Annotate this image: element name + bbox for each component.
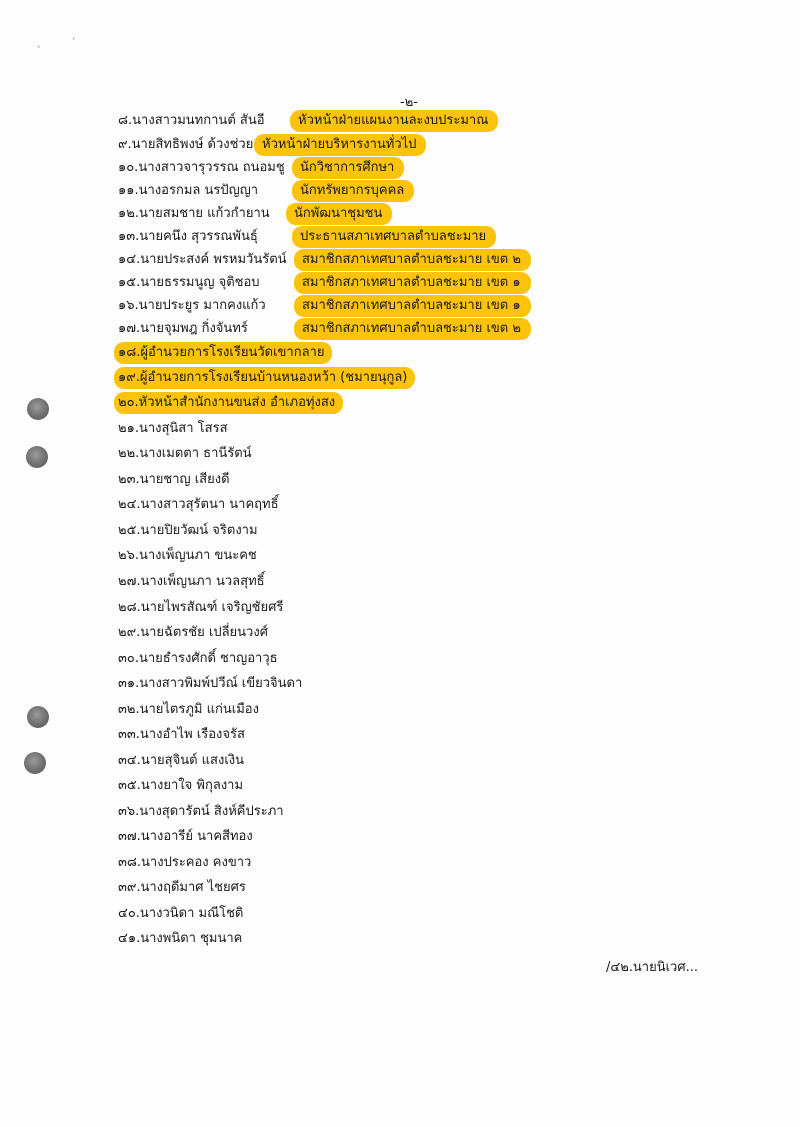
- entry-position-highlight: ประธานสภาเทศบาลตำบลชะมาย: [292, 226, 496, 248]
- entry-name-highlight: ๑๘.ผู้อำนวยการโรงเรียนวัดเขากลาย: [114, 342, 332, 364]
- entry-position-highlight: นักทรัพยากรบุคคล: [292, 180, 414, 202]
- entry-name-highlight: ๑๙.ผู้อำนวยการโรงเรียนบ้านหนองหว้า (ชมายนุกูล): [114, 367, 415, 389]
- entry-name: ๙.นายสิทธิพงษ์ ด้วงช่วย: [118, 137, 254, 152]
- entry-name: ๑๑.นางอรกมล นรปัญญา: [118, 183, 259, 198]
- entry-name-highlight: ๒๐.หัวหน้าสำนักงานขนส่ง อำเภอทุ่งสง: [114, 392, 343, 414]
- entry-name: ๒๔.นางสาวสุรัตนา นาคฤทธิ์: [118, 497, 279, 512]
- entry-name: ๓๑.นางสาวพิมพ์ปวีณ์ เขียวจินดา: [118, 676, 303, 691]
- entry-name: ๒๒.นางเมตตา ธานีรัตน์: [118, 446, 252, 461]
- entry-name: ๓๘.นางประคอง คงขาว: [118, 855, 252, 870]
- entry-position-highlight: สมาชิกสภาเทศบาลตำบลชะมาย เขต ๑: [294, 295, 531, 317]
- punch-hole: [27, 706, 49, 728]
- entry-name: ๘.นางสาวมนทกานต์ สันอี: [118, 113, 265, 128]
- entry-name: ๓๔.นายสุจินต์ แสงเงิน: [118, 753, 245, 768]
- entry-position-highlight: สมาชิกสภาเทศบาลตำบลชะมาย เขต ๒: [294, 318, 531, 340]
- entry-name: ๑๕.นายธรรมนูญ จุติชอบ: [118, 275, 260, 290]
- entry-position-highlight: หัวหน้าฝ่ายแผนงานละงบประมาณ: [290, 110, 498, 132]
- scan-speck: ´: [71, 38, 76, 48]
- entry-position-highlight: สมาชิกสภาเทศบาลตำบลชะมาย เขต ๑: [294, 272, 531, 294]
- entry-name: ๒๘.นายไพรสัณฑ์ เจริญชัยศรี: [118, 600, 284, 615]
- punch-hole: [24, 752, 46, 774]
- entry-name: ๔๑.นางพนิดา ชุมนาค: [118, 931, 243, 946]
- entry-name: ๒๓.นายชาญ เสียงดี: [118, 472, 230, 487]
- page-number: -๒-: [400, 95, 418, 110]
- entry-name: ๑๓.นายคนึง สุวรรณพันธุ์: [118, 229, 258, 244]
- entry-position-highlight: นักพัฒนาชุมชน: [286, 203, 392, 225]
- entry-name: ๑๗.นายจุมพฎ กิ่งจันทร์: [118, 321, 248, 336]
- entry-name: ๒๗.นางเพ็ญนภา นวลสุทธิ์: [118, 574, 265, 589]
- entry-name: ๑๐.นางสาวจารุวรรณ ถนอมชู: [118, 160, 285, 175]
- entry-name: ๒๖.นางเพ็ญนภา ขนะคช: [118, 548, 257, 563]
- scan-speck: `: [37, 46, 42, 56]
- entry-name: ๒๕.นายปิยวัฒน์ จริตงาม: [118, 523, 258, 538]
- entry-name: ๓๕.นางยาใจ พิกุลงาม: [118, 778, 244, 793]
- punch-hole: [26, 446, 48, 468]
- entry-name: ๓๓.นางอำไพ เรืองจรัส: [118, 727, 245, 742]
- entry-name: ๓๗.นางอารีย์ นาคสีทอง: [118, 829, 253, 844]
- entry-position-highlight: สมาชิกสภาเทศบาลตำบลชะมาย เขต ๒: [294, 249, 531, 271]
- entry-name: ๑๔.นายประสงค์ พรหมวันรัตน์: [118, 252, 287, 267]
- entry-name: ๓๒.นายไตรภูมิ แก่นเมือง: [118, 702, 259, 717]
- entry-name: ๓๙.นางฤดีมาศ ไชยศร: [118, 880, 246, 895]
- punch-hole: [27, 398, 49, 420]
- entry-name: ๒๙.นายฉัตรชัย เปลี่ยนวงศ์: [118, 625, 268, 640]
- entry-name: ๔๐.นางวนิดา มณีโชติ: [118, 906, 244, 921]
- entry-position-highlight: หัวหน้าฝ่ายบริหารงานทั่วไป: [254, 134, 426, 156]
- entry-name: ๓๐.นายธำรงศักดิ์ ชาญอาวุธ: [118, 651, 278, 666]
- entry-name: ๑๖.นายประยูร มากคงแก้ว: [118, 298, 266, 313]
- continuation-note: /๔๒.นายนิเวศ...: [606, 960, 699, 975]
- entry-name: ๑๒.นายสมชาย แก้วกำยาน: [118, 206, 270, 221]
- entry-name: ๒๑.นางสุนิสา โสรส: [118, 421, 228, 436]
- entry-position-highlight: นักวิชาการศึกษา: [292, 157, 404, 179]
- entry-name: ๓๖.นางสุดารัตน์ สิงห์คีประภา: [118, 804, 284, 819]
